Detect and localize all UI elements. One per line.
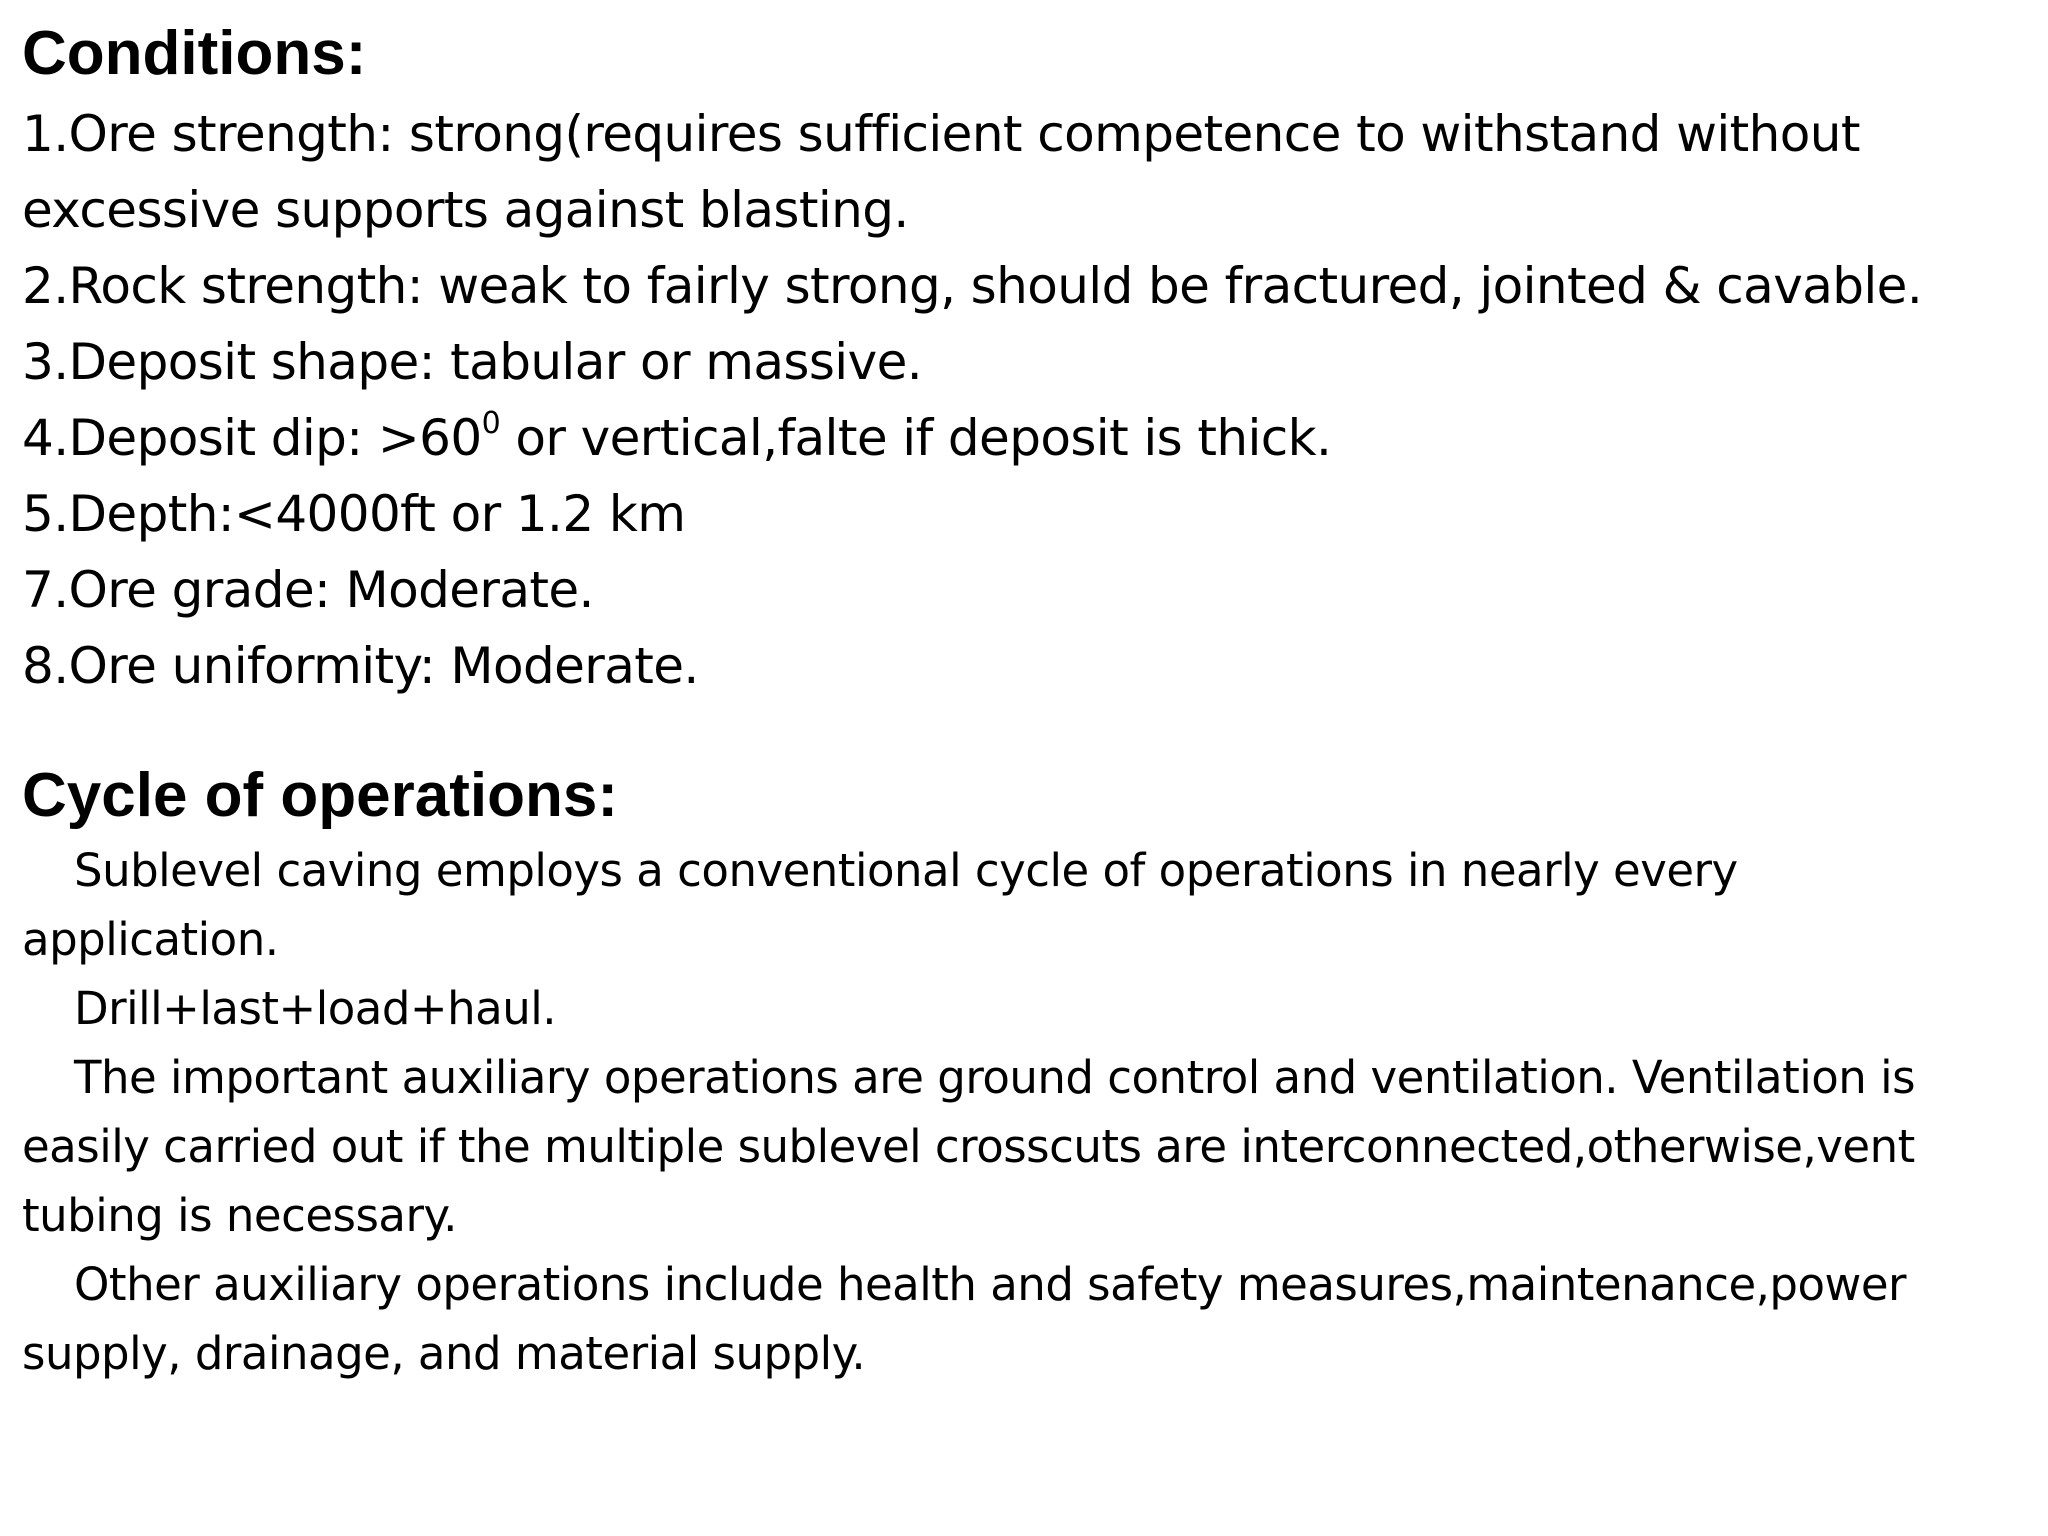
cycle-paragraph-3-line-1 [22, 1043, 2032, 1112]
condition-ore-grade: 7.Ore grade: Moderate. [22, 561, 594, 619]
cycle-paragraph-1-line-2: application. [22, 913, 279, 966]
cycle-text: Sublevel caving employs a conventional cycle of operations in nearly every [74, 844, 1738, 897]
condition-rock-strength: 2.Rock strength: weak to fairly strong, should be fractured, jointed & cavable. [22, 257, 1923, 315]
cycle-text: The important auxiliary operations are ground control and ventilation. Ventilation is [74, 1051, 1916, 1104]
condition-ore-strength-line-2: excessive supports against blasting. [22, 181, 909, 239]
cycle-paragraph-3-line-3: tubing is necessary. [22, 1189, 457, 1242]
cycle-paragraph-4-line-2: supply, drainage, and material supply. [22, 1327, 866, 1380]
cycle-paragraph-1-line-1 [22, 836, 2032, 905]
conditions-heading: Conditions: [22, 19, 367, 88]
condition-deposit-dip [22, 400, 2032, 476]
condition-deposit-shape: 3.Deposit shape: tabular or massive. [22, 333, 923, 391]
condition-depth: 5.Depth:<4000ft or 1.2 km [22, 485, 686, 543]
deposit-dip-superscript: 0 [481, 406, 501, 442]
cycle-body [22, 836, 2032, 1388]
condition-ore-strength-line-1: 1.Ore strength: strong(requires sufficient competence to withstand without [22, 105, 1860, 163]
condition-ore-uniformity: 8.Ore uniformity: Moderate. [22, 637, 699, 695]
cycle-text: Drill+last+load+haul. [74, 982, 557, 1035]
conditions-list [22, 96, 2032, 704]
deposit-dip-text-rest: or vertical,falte if deposit is thick. [500, 409, 1332, 467]
cycle-paragraph-2 [22, 974, 2032, 1043]
slide [22, 0, 2032, 1536]
cycle-heading: Cycle of operations: [22, 761, 618, 830]
cycle-paragraph-4-line-1 [22, 1250, 2032, 1319]
cycle-paragraph-3-line-2: easily carried out if the multiple sublevel crosscuts are interconnected,otherwise,vent [22, 1120, 1915, 1173]
deposit-dip-text: 4.Deposit dip: >60 [22, 409, 482, 467]
cycle-text: Other auxiliary operations include health and safety measures,maintenance,power [74, 1258, 1907, 1311]
